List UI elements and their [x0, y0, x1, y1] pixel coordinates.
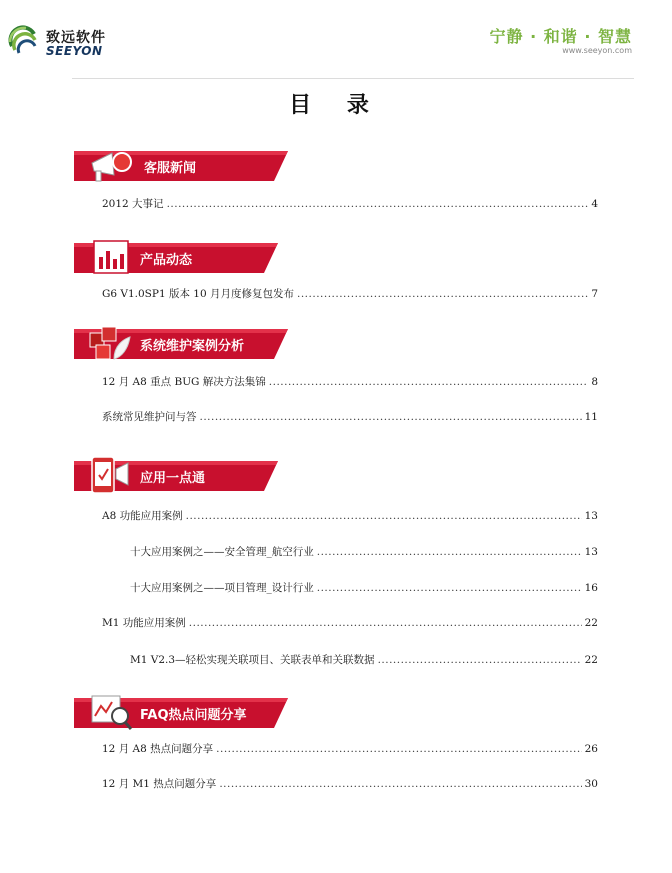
- cubes-leaf-icon: [84, 323, 134, 365]
- toc-page-number: 22: [584, 617, 598, 629]
- toc-entry-text: M1 V2.3—轻松实现关联项目、关联表单和关联数据: [130, 654, 375, 666]
- logo-english-name: SEEYON: [46, 44, 103, 58]
- toc-page-number: 7: [591, 288, 598, 300]
- toc-entry-text: 系统常见维护问与答: [102, 411, 197, 423]
- header-url: www.seeyon.com: [562, 46, 632, 55]
- toc-leader-dots: [186, 510, 582, 522]
- page-header: [0, 0, 672, 80]
- header-divider: [72, 78, 634, 79]
- toc-entry-text: 12 月 M1 热点问题分享: [102, 778, 217, 790]
- toc-entry-text: M1 功能应用案例: [102, 617, 186, 629]
- toc-leader-dots: [219, 778, 581, 790]
- toc-page-number: 11: [584, 411, 598, 423]
- toc-entry[interactable]: [102, 741, 598, 759]
- toc-entry-text: 12 月 A8 热点问题分享: [102, 743, 214, 755]
- toc-page-number: 8: [591, 376, 598, 388]
- toc-page-number: 4: [591, 198, 598, 210]
- megaphone-icon: [84, 145, 134, 187]
- section-label: FAQ热点问题分享: [140, 708, 247, 723]
- toc-entry-text: 十大应用案例之——项目管理_设计行业: [130, 582, 314, 594]
- toc-leader-dots: [167, 198, 589, 210]
- toc-entry-text: A8 功能应用案例: [102, 510, 183, 522]
- toc-entry[interactable]: [102, 286, 598, 304]
- toc-entry[interactable]: [102, 409, 598, 427]
- phone-icon: [84, 455, 134, 497]
- toc-entry-text: G6 V1.0SP1 版本 10 月月度修复包发布: [102, 288, 294, 300]
- toc-entry[interactable]: [102, 776, 598, 794]
- toc-leader-dots: [317, 546, 582, 558]
- toc-leader-dots: [269, 376, 589, 388]
- section-banner-application: [74, 455, 288, 497]
- magnifier-chart-icon: [84, 692, 134, 734]
- toc-page-number: 13: [584, 546, 598, 558]
- section-label: 系统维护案例分析: [140, 339, 245, 354]
- seeyon-logo-icon: [6, 24, 42, 60]
- section-label: 产品动态: [140, 253, 193, 268]
- logo-chinese-name: 致远软件: [46, 30, 106, 46]
- section-label: 应用一点通: [140, 471, 206, 486]
- header-slogan: 宁静 · 和谐 · 智慧: [489, 27, 632, 46]
- toc-leader-dots: [297, 288, 588, 300]
- toc-page-number: 26: [584, 743, 598, 755]
- section-label: 客服新闻: [144, 161, 197, 176]
- toc-page-number: 30: [584, 778, 598, 790]
- toc-page-number: 13: [584, 510, 598, 522]
- section-banner-product: [74, 237, 288, 279]
- section-banner-maintenance: [74, 323, 288, 365]
- page-title: 目 录: [289, 92, 383, 118]
- section-banner-faq: [74, 692, 288, 734]
- toc-subentry[interactable]: [130, 652, 598, 670]
- toc-leader-dots: [317, 582, 582, 594]
- toc-subentry[interactable]: [130, 580, 598, 598]
- toc-entry-text: 12 月 A8 重点 BUG 解决方法集锦: [102, 376, 266, 388]
- toc-entry[interactable]: [102, 374, 598, 392]
- toc-leader-dots: [378, 654, 582, 666]
- toc-leader-dots: [216, 743, 581, 755]
- section-banner-news: [74, 145, 288, 187]
- toc-entry-text: 十大应用案例之——安全管理_航空行业: [130, 546, 314, 558]
- toc-entry-text: 2012 大事记: [102, 198, 164, 210]
- toc-page-number: 16: [584, 582, 598, 594]
- toc-entry[interactable]: [102, 615, 598, 633]
- toc-entry[interactable]: [102, 196, 598, 214]
- toc-page-number: 22: [584, 654, 598, 666]
- toc-leader-dots: [200, 411, 582, 423]
- bar-chart-icon: [84, 237, 134, 279]
- toc-subentry[interactable]: [130, 544, 598, 562]
- toc-leader-dots: [189, 617, 582, 629]
- toc-entry[interactable]: [102, 508, 598, 526]
